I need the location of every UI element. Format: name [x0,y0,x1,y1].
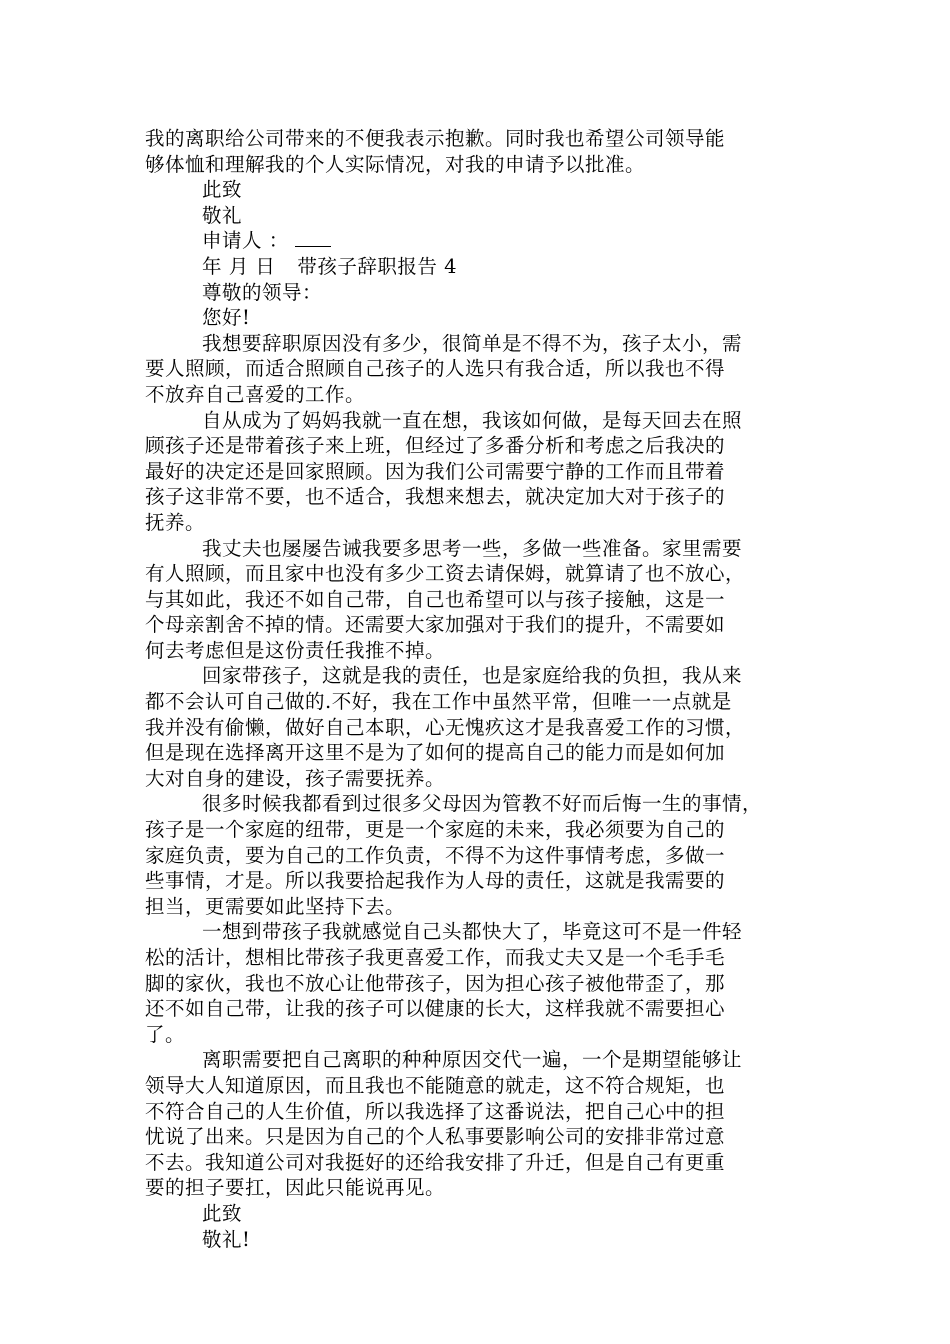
body-line: 不去。我知道公司对我挺好的还给我安排了升迁，但是自己有更重 [145,1150,726,1174]
body-line: 不符合自己的人生价值，所以我选择了这番说法，把自己心中的担 [145,1099,726,1123]
body-line: 与其如此，我还不如自己带，自己也希望可以与孩子接触，这是一 [145,587,726,611]
body-line: 松的活计，想相比带孩子我更喜爱工作，而我丈夫又是一个毛手毛 [145,946,726,969]
closing-regards: 敬礼 [202,203,243,227]
body-line: 担当，更需要如此坚持下去。 [145,894,406,918]
body-line: 还不如自己带，让我的孩子可以健康的长大，这样我就不需要担心 [145,997,726,1021]
body-line: 些事情，才是。所以我要拾起我作为人母的责任，这就是我需要的 [145,869,726,893]
body-line: 很多时候我都看到过很多父母因为管教不好而后悔一生的事情， [202,792,763,816]
body-line: 何去考虑但是这份责任我推不掉。 [145,638,446,662]
body-line: 领导大人知道原因，而且我也不能随意的就走，这不符合规矩，也 [145,1073,726,1097]
body-line: 要的担子要扛，因此只能说再见。 [145,1176,446,1200]
body-line: 孩子这非常不要，也不适合，我想来想去，就决定加大对于孩子的 [145,485,726,509]
date-title-line [145,254,807,280]
body-line: 我丈夫也屡屡告诫我要多思考一些，多做一些准备。家里需要 [202,536,743,560]
body-line: 不放弃自己喜爱的工作。 [145,382,366,406]
report-title: 带孩子辞职报告 4 [297,254,458,278]
body-line: 一想到带孩子我就感觉自己头都快大了，毕竟这可不是一件轻 [202,920,743,944]
body-line: 都不会认可自己做的.不好，我在工作中虽然平常，但唯一一点就是 [145,690,732,714]
body-line: 家庭负责，要为自己的工作负责，不得不为这件事情考虑，多做一 [145,843,726,867]
applicant-blank [295,228,331,247]
body-line: 个母亲割舍不掉的情。还需要大家加强对于我们的提升，不需要如 [145,613,726,637]
closing-salutation: 此致 [202,178,243,202]
body-line: 有人照顾，而且家中也没有多少工资去请保姆，就算请了也不放心， [145,562,746,586]
body-line: 顾孩子还是带着孩子来上班，但经过了多番分析和考虑之后我决的 [145,434,726,458]
body-line: 离职需要把自己离职的种种原因交代一遍，一个是期望能够让 [202,1048,743,1072]
body-line: 尊敬的领导： [202,280,323,304]
body-line: 此致 [202,1201,243,1225]
applicant-line [145,228,807,254]
text-line: 我的离职给公司带来的不便我表示抱歉。同时我也希望公司领导能 [145,127,726,150]
body-line: 孩子是一个家庭的纽带，更是一个家庭的未来，我必须要为自己的 [145,818,726,842]
body-line: 忧说了出来。只是因为自己的个人私事要影响公司的安排非常过意 [145,1125,726,1149]
document-page [145,126,807,1252]
date-label: 年 月 日 [202,254,276,278]
applicant-label: 申请人 ： [202,229,289,253]
body-line: 我想要辞职原因没有多少，很简单是不得不为，孩子太小，需 [202,331,743,355]
body-line: 脚的家伙，我也不放心让他带孩子，因为担心孩子被他带歪了，那 [145,971,726,995]
letter-body [145,280,807,1253]
body-line: 您好! [202,306,251,330]
body-line: 自从成为了妈妈我就一直在想，我该如何做，是每天回去在照 [202,408,743,432]
body-line: 我并没有偷懒，做好自己本职，心无愧疚这才是我喜爱工作的习惯， [145,715,746,739]
text-line: 够体恤和理解我的个人实际情况，对我的申请予以批准。 [145,152,646,176]
body-line: 回家带孩子，这就是我的责任，也是家庭给我的负担，我从来 [202,664,743,688]
body-line: 最好的决定还是回家照顾。因为我们公司需要宁静的工作而且带着 [145,459,726,483]
body-line: 但是现在选择离开这里不是为了如何的提高自己的能力而是如何加 [145,741,726,765]
body-line: 敬礼! [202,1227,251,1251]
body-line: 抚养。 [145,510,206,534]
body-line: 大对自身的建设，孩子需要抚养。 [145,766,446,790]
body-line: 了。 [145,1022,186,1046]
body-line: 要人照顾，而适合照顾自己孩子的人选只有我合适，所以我也不得 [145,357,726,381]
